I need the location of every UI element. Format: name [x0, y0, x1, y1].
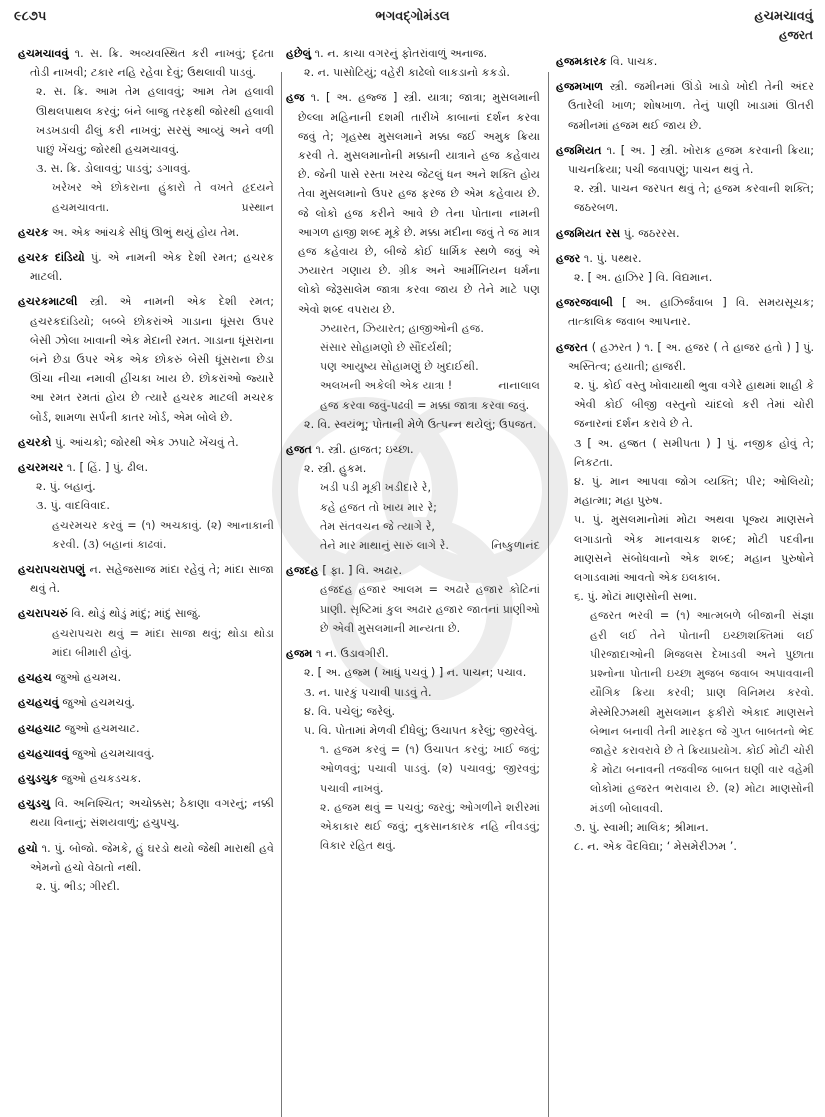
headword: હચહચાટ — [18, 721, 62, 735]
definition: ૧. [ અ. હજ્જ ] સ્ત્રી. યાત્રા; જાત્રા; મુસલમાની છેલ્લા મહિનાની દશમી તારીખે કાબાનાં દર્શન કરવા જવું તે; ગૃહસ્થ મુસલમાને મક્કા જઈ અમુક ક્રિયા કરવી તે. મુસલમાનોની મક્કાની યાત્રાને હજ કહેવાય છે. જેની પાસે રસ્તા ખરચ જેટલું ધન અને શક્તિ હોય તેવા મુસલમાનો ઉપર હજ ફરજ છે એમ કહેવાય છે. જે લોકો હજ કરીને આવે છે તેના પોતાના નામની આગળ હાજી શબ્દ મૂકે છે. મક્કા મદીના જવું તે જ માત્ર હજ કહેવાય છે, બીજે કોઈ ધાર્મિક સ્થળે જવું એ ઝયારત ગણાય છે. ગ્રીક અને આર્મીનિયન ધર્મના લોકો જેરૂસાલેમ જાત્રા કરવા જાય છે તેને માટે પણ એવો શબ્દ વપરાય છે. — [298, 91, 540, 316]
dictionary-entry — [18, 433, 274, 452]
sense: ૬. પું. મોટાં માણસોની સભા. — [574, 590, 697, 604]
column-divider — [281, 72, 282, 1117]
sense: ૪. પું. માન આપવા જોગ વ્યક્તિ; પીર; ઓલિયો; મહાત્મા; મહા પુરુષ. — [574, 475, 814, 508]
dictionary-entry — [18, 44, 274, 217]
dictionary-entry — [18, 668, 274, 687]
usage-quote: કહે હજત તો ખાય માર રે; — [320, 500, 437, 514]
sense: ૨. સ્ત્રી. પાચન જરપત થવું તે; હજમ કરવાની શક્તિ; જઠરબળ. — [574, 182, 814, 215]
dictionary-entry — [556, 249, 814, 287]
dictionary-entry — [18, 744, 274, 763]
definition: ૧. ન. કાચા વગરનું ફોતરાંવાળું અનાજ. — [314, 47, 488, 60]
definition: સ્ત્રી. એ નામની એક દેશી રમત; હચરકદાંડિયો; બબ્બે છોકરાંએ ગાડાના ધૂંસરા ઉપર બેસી ઝોલા ખાવાની એક મેદાની રમત. ગાડાના ધૂંસરાના બંને છેડા ઉપર એક એક છોકરું બેસી ધૂંસરાના છેડા ઊંચા નીચા નમાવી હીંચકા ખાય છે. છોકરાંઓ જ્યારે આ રમત રમતાં હોય છે ત્યારે હચરક માટલી મચરક બોર્ડ, શામળા સર્પની કાતર ખોર્ડ, એમ બોલે છે. — [30, 295, 274, 424]
sense: ૨. ન. પાસોટિયું; વહેરી કાઢેલો લાકડાનો કકડો. — [304, 66, 510, 80]
usage-quote: હજરત ભરવી = (૧) આત્મબળે બીજાની સંજ્ઞા હરી લઈ તેને પોતાની ઇચ્છાશક્તિમાં લઈ પીરજાદાઓની મિજલસ દેખાડવી અને પુછાતા પ્રશ્નોના પોતાની ઇચ્છા મુજબ જવાબ અપાવવાની યૌગિક ક્રિયા કરવી; પ્રાણ વિનિમય કરવો. મેસ્મેરિઝમથી મુસલમાન ફકીરો એકાદ માણસને બેભાન બનાવી તેની મારફત જે ગુપ્ત બાબતનો ભેદ જાહેર કરાવરાવે છે તે ક્રિયાપ્રયોગ. કોઈ મોટી ચોરી કે મોટા બનાવની તજવીજ બાબત ઘણી વાર વહેમી લોકોમાં હજરત ભરાવાય છે. (૨) મોટા માણસોની મંડળી બોલાવવી. — [590, 609, 814, 815]
headword: હજત — [286, 443, 312, 457]
definition: સ્ત્રી. જમીનમાં ઊંડો ખાડો ખોદી તેની અંદર ઉતારેલી ખાળ; શોષખાળ. તેનું પાણી ખાડામાં ઊતરી જમીનમાં હજમ થઈ જાય છે. — [568, 80, 814, 132]
usage-quote: હચરાપચરા થવું = માંદા સાજા થવું; થોડા થોડા માંદા બીમારી હોવું. — [52, 626, 274, 659]
definition: વિ. પાચક. — [610, 55, 658, 68]
definition: ૧ ન. ઉડાવગીરી. — [316, 647, 389, 661]
dictionary-entry — [286, 561, 540, 638]
dictionary-columns — [0, 44, 825, 1105]
definition: જુઓ હચમચવું. — [62, 696, 135, 710]
headword: હજર — [556, 251, 581, 265]
definition: ૧. પું. પથ્થર. — [583, 251, 642, 265]
dictionary-entry — [556, 141, 814, 218]
dictionary-entry — [556, 77, 814, 135]
dictionary-entry — [18, 604, 274, 662]
headword: હચો — [18, 841, 38, 855]
usage-quote: તેમ સંતવચન જે ત્યાગે રે, — [320, 519, 435, 533]
column-2 — [286, 44, 540, 1094]
usage-quote: ખડી પડી મૂકી ખડીદારે રે, — [320, 481, 432, 495]
usage-quote: ઝયારત, ઝિયારત; હાજીઓની હજ. — [320, 321, 484, 335]
usage-quote: ૨. હજમ થવું = પચવું; જરવું; ઓગળીને શરીરમાં એકાકાર થઈ જવું; નુકસાનકારક નહિ નીવડવું; વિકાર રહિત થવું. — [320, 800, 540, 853]
sense: ૩. પું. વાદવિવાદ. — [36, 499, 110, 513]
sense: ૫. વિ. પોતામાં મેળવી દીધેલું; ઉચાપત કરેલું; જીરવેલું. — [304, 723, 538, 737]
headword: હજદહ — [286, 564, 319, 578]
sense: ૨. પું. ભીડ; ગીરદી. — [36, 879, 120, 893]
dictionary-entry — [286, 644, 540, 855]
headword: હચરમચર — [18, 461, 64, 475]
dictionary-entry — [18, 292, 274, 426]
page-number: ૯૮૭૫ — [14, 9, 47, 24]
sense: ૨. [ અ. હાઝિર ] વિ. વિદ્યમાન. — [574, 271, 713, 285]
definition: પું. જઠરરસ. — [623, 226, 680, 240]
guide-word-last: હજરત — [778, 28, 813, 42]
headword: હજરજવાબી — [556, 296, 613, 310]
dictionary-entry — [18, 560, 274, 598]
usage-quote: તેને માર માથાનું સારું લાગે રે. નિષ્કુળાનંદ — [298, 536, 540, 555]
usage-quote: પણ આયુષ્ય સોહામણું છે ખુદાઈથી. — [320, 360, 479, 374]
definition: ૧. [ હિં. ] પું. ઢીલ. — [66, 461, 149, 475]
definition: અ. એક આંચકે સીધું ઊભું થયું હોય તેમ. — [52, 225, 240, 239]
sense: ૭. પું. સ્વામી; માલિક; શ્રીમાન. — [574, 820, 709, 834]
usage-quote: હજ કરવા જવું-પઢવી = મક્કા જાત્રા કરવા જવું. — [320, 398, 530, 412]
headword: હચરાપચરું — [18, 607, 68, 621]
definition: વિ. અનિશ્ચિત; અચોક્કસ; ઠેકાણા વગરનું; નક્કી થયા વિનાનું; સંશયવાળું; હચુપચુ. — [30, 797, 274, 830]
headword: હજમખાળ — [556, 80, 604, 94]
dictionary-entry — [18, 223, 274, 242]
dictionary-entry — [18, 248, 274, 286]
headword: હચરકમાટલી — [18, 295, 78, 309]
dictionary-entry — [556, 52, 814, 71]
definition: જુઓ હચમચાટ. — [64, 721, 140, 735]
headword: હચમચાવવું — [18, 47, 69, 60]
sense: ૩. ન. પારકું પચાવી પાડવું તે. — [304, 685, 432, 699]
quote-source: નિષ્કુળાનંદ — [491, 539, 540, 553]
dictionary-entry — [18, 769, 274, 788]
headword: હચુડચુક — [18, 771, 58, 785]
sense: ૪. વિ. પચેલું; જરેલું. — [304, 704, 396, 718]
guide-word-first: હચમચાવવું — [754, 9, 813, 24]
headword: હચરાપચરાપણું — [18, 563, 86, 577]
quote-source: પ્રસ્થાન — [241, 200, 274, 214]
dictionary-entry — [286, 88, 540, 434]
definition: પું. એ નામની એક દેશી રમત; હચરક માટલી. — [30, 251, 274, 284]
dictionary-entry — [18, 693, 274, 712]
headword: હચહચવું — [18, 696, 59, 710]
dictionary-entry — [18, 458, 274, 554]
definition: વિ. થોડું થોડું માંદું; માંદું સાજું. — [71, 607, 201, 621]
definition: ૧. પું. બોજો. જેમકે, હું ઘરડો થયો જેથી મારાથી હવે એમનો હચો વેઠાતો નથી. — [30, 841, 274, 874]
definition: [ ફા. ] વિ. અઢાર. — [322, 564, 403, 578]
definition: ન. સહેજસાજ માંદા રહેવું તે; માંદા સાજા થવું તે. — [30, 563, 274, 596]
definition: જુઓ હચકડચક. — [61, 771, 142, 785]
headword: હજમિયત — [556, 143, 602, 157]
headword: હજમકારક — [556, 55, 607, 68]
headword: હછેલું — [286, 47, 312, 60]
sense: ૩ [ અ. હજ્રત ( સમીપતા ) ] પું. નજીક હોવું તે; નિકટતા. — [574, 436, 814, 469]
usage-quote: સંસાર સોહામણો છે સૌંદર્યથી; — [320, 341, 452, 355]
sense: ૫. પું. મુસલમાનોમાં મોટા અથવા પૂજ્ય માણસને લગાડાતો એક માનવાચક શબ્દ; મોટી પદવીના માણસને સંબોધવાનો એક શબ્દ; મહાન પુરુષોને લગાડવામાં આવતો એક ઇલકાબ. — [574, 513, 814, 585]
column-3 — [556, 52, 814, 1102]
definition: જુઓ હચમચ. — [55, 671, 122, 685]
definition: જુઓ હચમચાવવું. — [72, 746, 155, 760]
dictionary-entry — [18, 794, 274, 832]
usage-quote: હજદહ હજાર આલમ = અઢારે હજાર કોટિનાં પ્રાણી. સૃષ્ટિમાં કુલ અઢાર હજાર જાતનાં પ્રાણીઓ છે એવી મુસલમાની માન્યતા છે. — [320, 583, 540, 635]
sense: ૨. પું. કોઈ વસ્તુ ખોવાયાથી ભુવા વગેરે હાથમાં શાહી કે એવી કોઈ બીજી વસ્તુનો ચાંદલો કરી તેમાં ચોરી જનારનાં દર્શન કરાવે છે તે. — [574, 379, 814, 431]
headword: હચહચાવવું — [18, 746, 69, 760]
column-1 — [18, 44, 274, 1094]
dictionary-entry — [556, 338, 814, 856]
quote-source: નાનાલાલ — [498, 379, 540, 393]
usage-quote: હચરમચર કરવું = (૧) અચકાવું. (૨) આનાકાની કરવી. (૩) બહાનાં કાઢવાં. — [52, 518, 274, 551]
dictionary-entry — [18, 719, 274, 738]
headword: હચુડચુ — [18, 797, 50, 811]
definition: ૧. [ અ. ] સ્ત્રી. ખોરાક હજમ કરવાની ક્રિયા; પાચનક્રિયા; પચી જવાપણું; પાચન થવું તે. — [568, 143, 814, 177]
usage-quote: ખરેખર એ છોકરાના હુંકારો તે વખતે હૃદયને હચમચાવતા. પ્રસ્થાન — [30, 178, 274, 216]
sense: ૩. સ. ક્રિ. ડોલાવવું; પાડવું; ડગાવવું. — [36, 162, 191, 176]
headword: હજમ — [286, 647, 313, 661]
usage-quote: અલખની અકેલી એક યાત્રા ! નાનાલાલ — [298, 376, 540, 395]
definition: ૧. સ. ક્રિ. અવ્યવસ્થિત કરી નાખવું; દૃઢતા તોડી નાખવી; ટકાર નહિ રહેવા દેવું; ઉથલાવી પાડવું. — [30, 47, 274, 80]
dictionary-entry — [18, 839, 274, 897]
sense: ૨. સ. ક્રિ. આમ તેમ હલાવવું; આમ તેમ હલાવી ઊથલપાથલ કરવું; બંને બાજુ તરફથી જોરથી હલાવી ખડખડાવી ઢીલું કરી નાખવું; સરસું આવ્યું અને વળી પાછું ખેંચવું; જોરથી હચમચાવવું. — [36, 85, 274, 157]
definition: પું. આંચકો; જોરથી એક ઝપાટે ખેંચવું તે. — [54, 435, 239, 449]
column-divider — [548, 72, 549, 1117]
sense: ૨. વિ. સ્વયંભૂ; પોતાની મેળે ઉત્પન્ન થયેલું; ઉપજત. — [304, 417, 537, 431]
book-title: ભગવદ્ગોમંડલ — [375, 9, 450, 24]
dictionary-entry — [286, 440, 540, 555]
headword: હજ — [286, 91, 305, 105]
headword: હચરકો — [18, 435, 52, 449]
definition: [ અ. હાઝિર્જવાબ ] વિ. સમયસૂચક; તાત્કાલિક જવાબ આપનાર. — [568, 296, 814, 329]
headword: હજરત — [556, 340, 588, 354]
sense: ૨. પું. બહાનું. — [36, 480, 96, 494]
definition: ૧. સ્ત્રી. હાજત; ઇચ્છા. — [315, 443, 414, 457]
sense: ૮. ન. એક વૈદવિદ્યા; ‘ મેસમેરીઝમ ’. — [574, 839, 737, 853]
sense: ૨. [ અ. હજ્મ ( ખાધું પચવું ) ] ન. પાચન; પચાવ. — [304, 666, 527, 680]
sense: ૨. સ્ત્રી. હુકમ. — [304, 462, 367, 476]
headword: હચરક દાંડિયો — [18, 251, 85, 265]
definition: ( હઝરત ) ૧. [ અ. હજર ( તે હાજર હતો ) ] પું. અસ્તિત્વ; હયાતી; હાજરી. — [568, 340, 814, 373]
usage-quote: ૧. હજમ કરવું = (૧) ઉચાપત કરવું; ખાઈ જવું; ઓળવવું; પચાવી પાડવું. (૨) પચાવવું; જીરવવું; પચાવી નાખવું. — [320, 743, 540, 795]
headword: હચહચ — [18, 671, 52, 685]
page-header — [0, 0, 825, 40]
dictionary-entry — [556, 224, 814, 243]
dictionary-entry — [286, 44, 540, 82]
headword: હચરક — [18, 225, 49, 239]
headword: હજમિયત રસ — [556, 226, 621, 240]
dictionary-entry — [556, 293, 814, 331]
